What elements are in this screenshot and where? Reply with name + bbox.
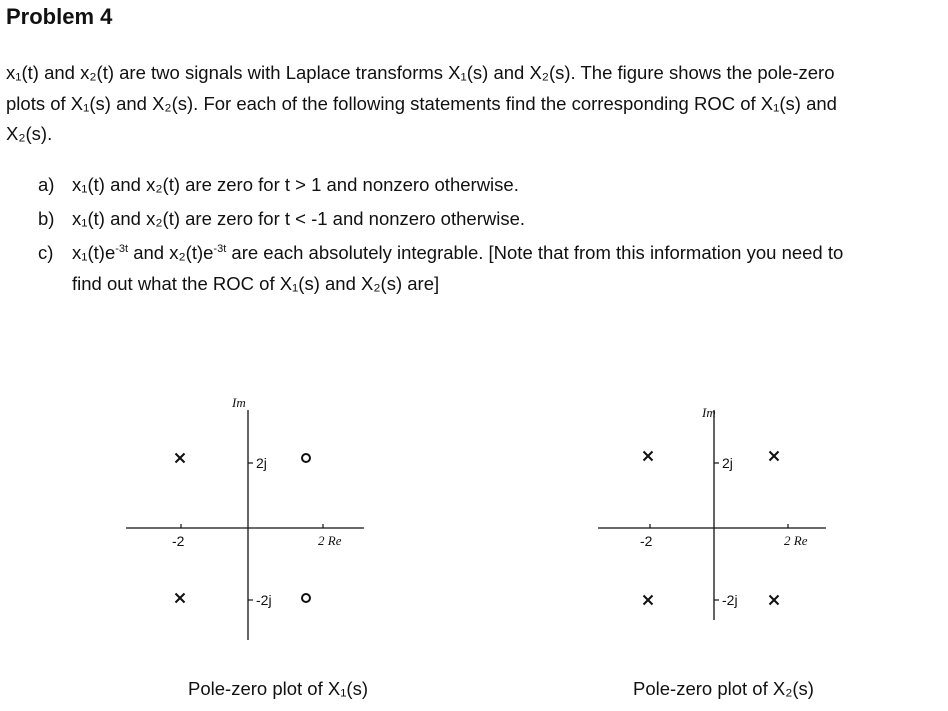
statement-b-text: x₁(t) and x₂(t) are zero for t < -1 and nonzero otherwise. — [72, 207, 525, 229]
intro-line-1: x₁(t) and x₂(t) are two signals with Laplace transforms X₁(s) and X₂(s). The figure shows the pole-zero — [6, 62, 835, 83]
pole-marker — [644, 596, 653, 605]
caption-x1: Pole-zero plot of X₁(s) — [188, 678, 369, 699]
intro-line-2: plots of X₁(s) and X₂(s). For each of the following statements find the corresponding ROC of X₁(s) and — [6, 92, 837, 114]
label-neg-2: -2 — [172, 533, 185, 549]
pole-zero-plot-x2 — [592, 380, 852, 640]
pole-marker — [176, 594, 185, 603]
statement-c-line-2: find out what the ROC of X₁(s) and X₂(s) are] — [72, 273, 440, 294]
pole-marker — [644, 452, 653, 461]
re-axis-label: 2 Re — [318, 533, 342, 548]
pole-marker — [770, 596, 779, 605]
caption-x2: Pole-zero plot of X₂(s) — [633, 678, 814, 699]
im-axis-label: Im — [702, 405, 716, 420]
pole-marker — [176, 454, 185, 463]
pole-marker — [770, 452, 779, 461]
label-neg-2j: -2j — [722, 592, 738, 608]
label-2j: 2j — [256, 455, 267, 471]
statement-b — [38, 204, 943, 235]
problem-title: Problem 4 — [6, 4, 113, 29]
pole-zero-plot-x1 — [120, 380, 380, 640]
statement-a — [38, 170, 943, 201]
problem-intro — [6, 58, 931, 150]
im-axis-label: Im — [232, 395, 246, 410]
label-neg-2j: -2j — [256, 592, 272, 608]
statement-a-text: x₁(t) and x₂(t) are zero for t > 1 and nonzero otherwise. — [72, 174, 519, 195]
statement-a-label: a) — [38, 174, 55, 195]
intro-line-3: X₂(s). — [6, 123, 53, 144]
zero-marker — [302, 454, 310, 462]
statement-c-text: $x_1(t)e^{-3t}$ and $x_2(t)e^{-3t}$ are each absolutely integrable. [Note that from this information you need to — [72, 242, 844, 263]
statement-list — [38, 170, 943, 302]
label-neg-2: -2 — [640, 533, 653, 549]
statement-c-label: c) — [38, 242, 54, 263]
zero-marker — [302, 594, 310, 602]
statement-c — [38, 237, 943, 299]
statement-b-label: b) — [38, 207, 55, 229]
label-2j: 2j — [722, 455, 733, 471]
re-axis-label: 2 Re — [784, 533, 808, 548]
